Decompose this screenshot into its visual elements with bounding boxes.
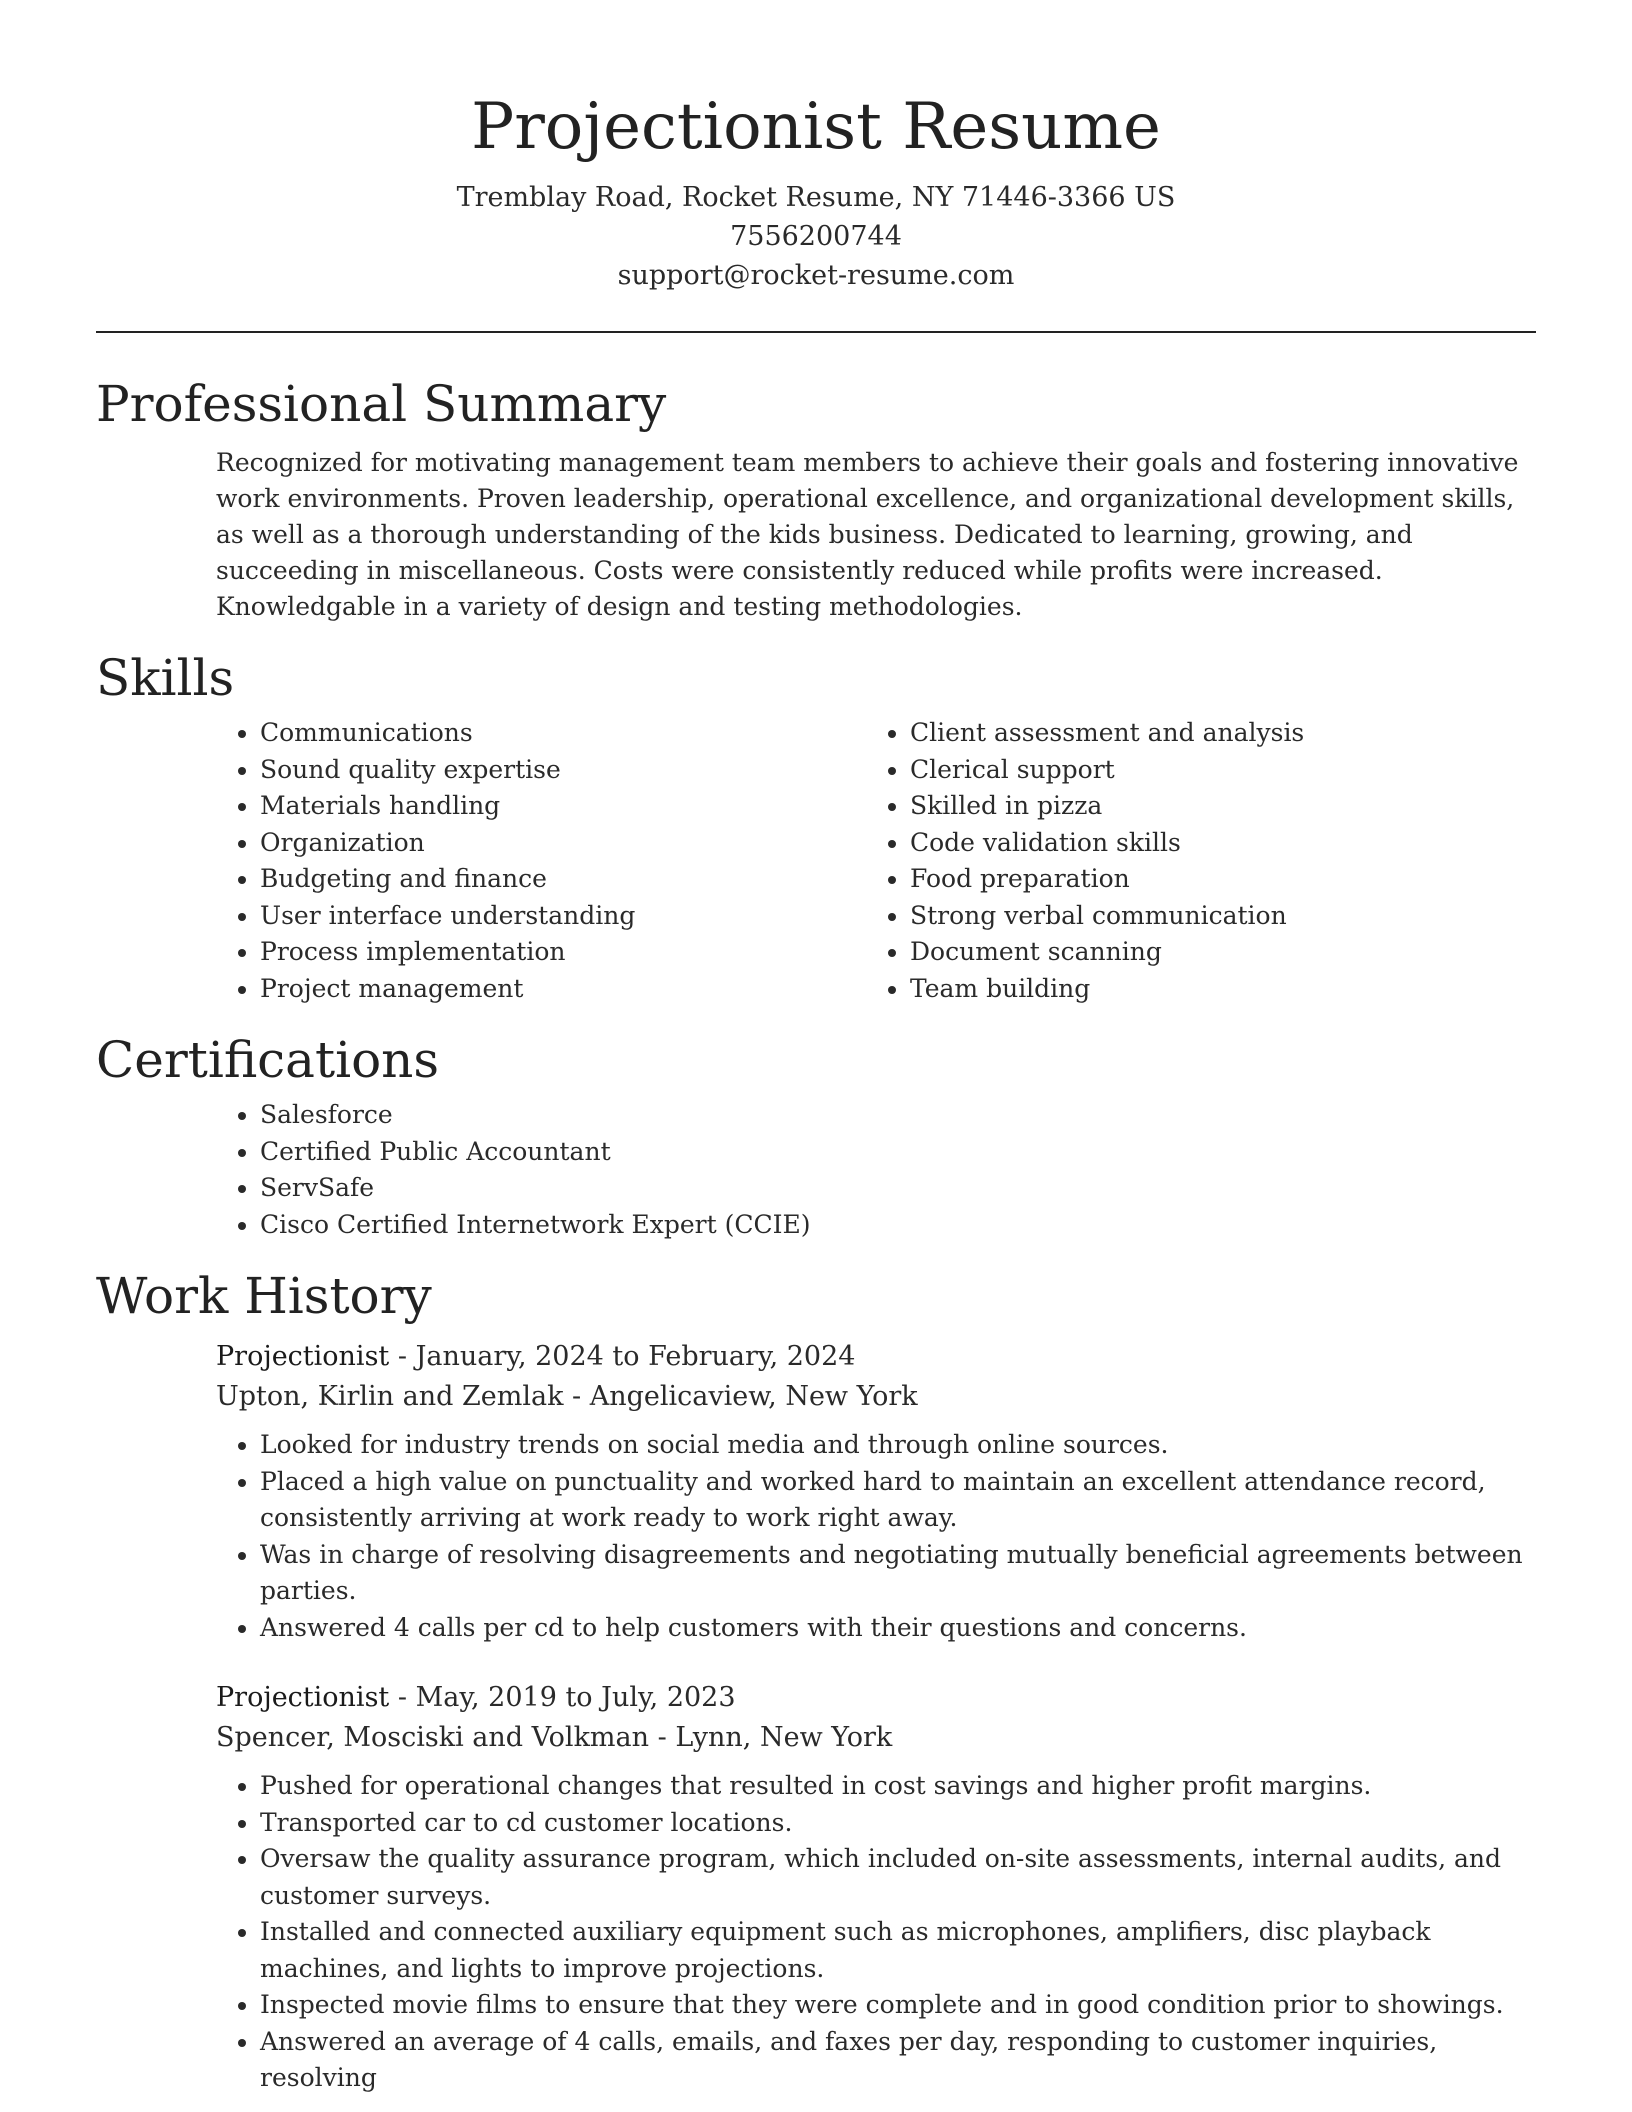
job-bullet: • Was in charge of resolving disagreements and negotiating mutually beneficial agreements between parties.	[260, 1537, 1536, 1610]
job-company-line	[216, 1718, 1536, 1758]
skill-item: • Materials handling	[260, 788, 866, 825]
certification-item: • Cisco Certified Internetwork Expert (CCIE)	[260, 1207, 1536, 1244]
job-separator: -	[389, 1341, 416, 1372]
certifications-section	[96, 1029, 1536, 1243]
job-company: Spencer, Mosciski and Volkman	[216, 1722, 650, 1753]
summary-text: Recognized for motivating management team members to achieve their goals and fostering innovative work environments. Proven leadership, operational excellence, and organizational development skills, as well as a thorough understanding of the kids business. Dedicated to learning, growing, and succeeding in miscellaneous. Costs were consistently reduced while profits were increased. Knowledgable in a variety of design and testing methodologies.	[216, 448, 1519, 621]
job-bullet: • Inspected movie films to ensure that they were complete and in good condition prior to showings.	[260, 1987, 1536, 2024]
skill-item: • Budgeting and finance	[260, 861, 866, 898]
job-location: Angelicaview, New York	[589, 1381, 918, 1412]
job-dates: May, 2019 to July, 2023	[415, 1682, 736, 1713]
job-dates: January, 2024 to February, 2024	[415, 1341, 856, 1372]
skills-section	[96, 647, 1536, 1007]
skill-item: • Organization	[260, 825, 866, 862]
job-separator: -	[563, 1381, 590, 1412]
certification-item: • ServSafe	[260, 1170, 1536, 1207]
job-bullet: • Answered an average of 4 calls, emails, and faxes per day, responding to customer inquiries, resolving	[260, 2024, 1536, 2097]
job-entry	[216, 1337, 1536, 1646]
skill-item: • Code validation skills	[910, 825, 1516, 862]
skill-item: • Project management	[260, 971, 866, 1008]
job-bullet: • Oversaw the quality assurance program, which included on-site assessments, internal audits, and customer surveys.	[260, 1841, 1536, 1914]
header-divider	[96, 331, 1536, 333]
resume-page	[96, 0, 1536, 2097]
page-title: Projectionist Resume	[471, 90, 1161, 164]
skill-item: • Strong verbal communication	[910, 898, 1516, 935]
job-bullet: • Transported car to cd customer locations.	[260, 1805, 1536, 1842]
job-title-line	[216, 1678, 1536, 1718]
skills-column-left	[216, 715, 866, 1007]
skill-item: • Client assessment and analysis	[910, 715, 1516, 752]
job-separator: -	[389, 1682, 416, 1713]
job-company-line	[216, 1377, 1536, 1417]
skill-item: • Communications	[260, 715, 866, 752]
contact-address: Tremblay Road, Rocket Resume, NY 71446-3366 US	[456, 182, 1176, 213]
job-title: Projectionist	[216, 1341, 390, 1372]
certifications-body	[216, 1097, 1536, 1243]
skill-item: • Process implementation	[260, 934, 866, 971]
work-history-heading: Work History	[96, 1267, 432, 1325]
contact-email: support@rocket-resume.com	[617, 260, 1015, 291]
job-bullet: • Placed a high value on punctuality and worked hard to maintain an excellent attendance record, consistently arriving at work ready to work right away.	[260, 1464, 1536, 1537]
skill-item: • Skilled in pizza	[910, 788, 1516, 825]
job-location: Lynn, New York	[675, 1722, 893, 1753]
job-bullet: • Pushed for operational changes that resulted in cost savings and higher profit margins.	[260, 1768, 1536, 1805]
certifications-heading: Certifications	[96, 1031, 440, 1089]
job-bullet: • Answered 4 calls per cd to help customers with their questions and concerns.	[260, 1610, 1536, 1647]
job-bullets	[216, 1768, 1536, 2097]
contact-phone: 7556200744	[730, 221, 902, 252]
job-bullets	[216, 1427, 1536, 1646]
job-bullet: • Looked for industry trends on social media and through online sources.	[260, 1427, 1536, 1464]
job-title-line	[216, 1337, 1536, 1377]
job-title: Projectionist	[216, 1682, 390, 1713]
certification-item: • Salesforce	[260, 1097, 1536, 1134]
skill-item: • Team building	[910, 971, 1516, 1008]
job-company: Upton, Kirlin and Zemlak	[216, 1381, 564, 1412]
summary-body	[216, 445, 1536, 625]
summary-heading: Professional Summary	[96, 375, 667, 433]
certification-item: • Certified Public Accountant	[260, 1134, 1536, 1171]
job-separator: -	[649, 1722, 676, 1753]
skills-heading: Skills	[96, 649, 235, 707]
skill-item: • User interface understanding	[260, 898, 866, 935]
summary-section	[96, 373, 1536, 625]
contact-block	[96, 178, 1536, 295]
skill-item: • Sound quality expertise	[260, 752, 866, 789]
job-entry	[216, 1678, 1536, 2097]
skills-grid	[216, 715, 1536, 1007]
skill-item: • Food preparation	[910, 861, 1516, 898]
skill-item: • Document scanning	[910, 934, 1516, 971]
work-history-section	[96, 1265, 1536, 2097]
skill-item: • Clerical support	[910, 752, 1516, 789]
job-bullet: • Installed and connected auxiliary equipment such as microphones, amplifiers, disc playback machines, and lights to improve projections.	[260, 1914, 1536, 1987]
resume-header	[96, 0, 1536, 295]
skills-column-right	[866, 715, 1516, 1007]
